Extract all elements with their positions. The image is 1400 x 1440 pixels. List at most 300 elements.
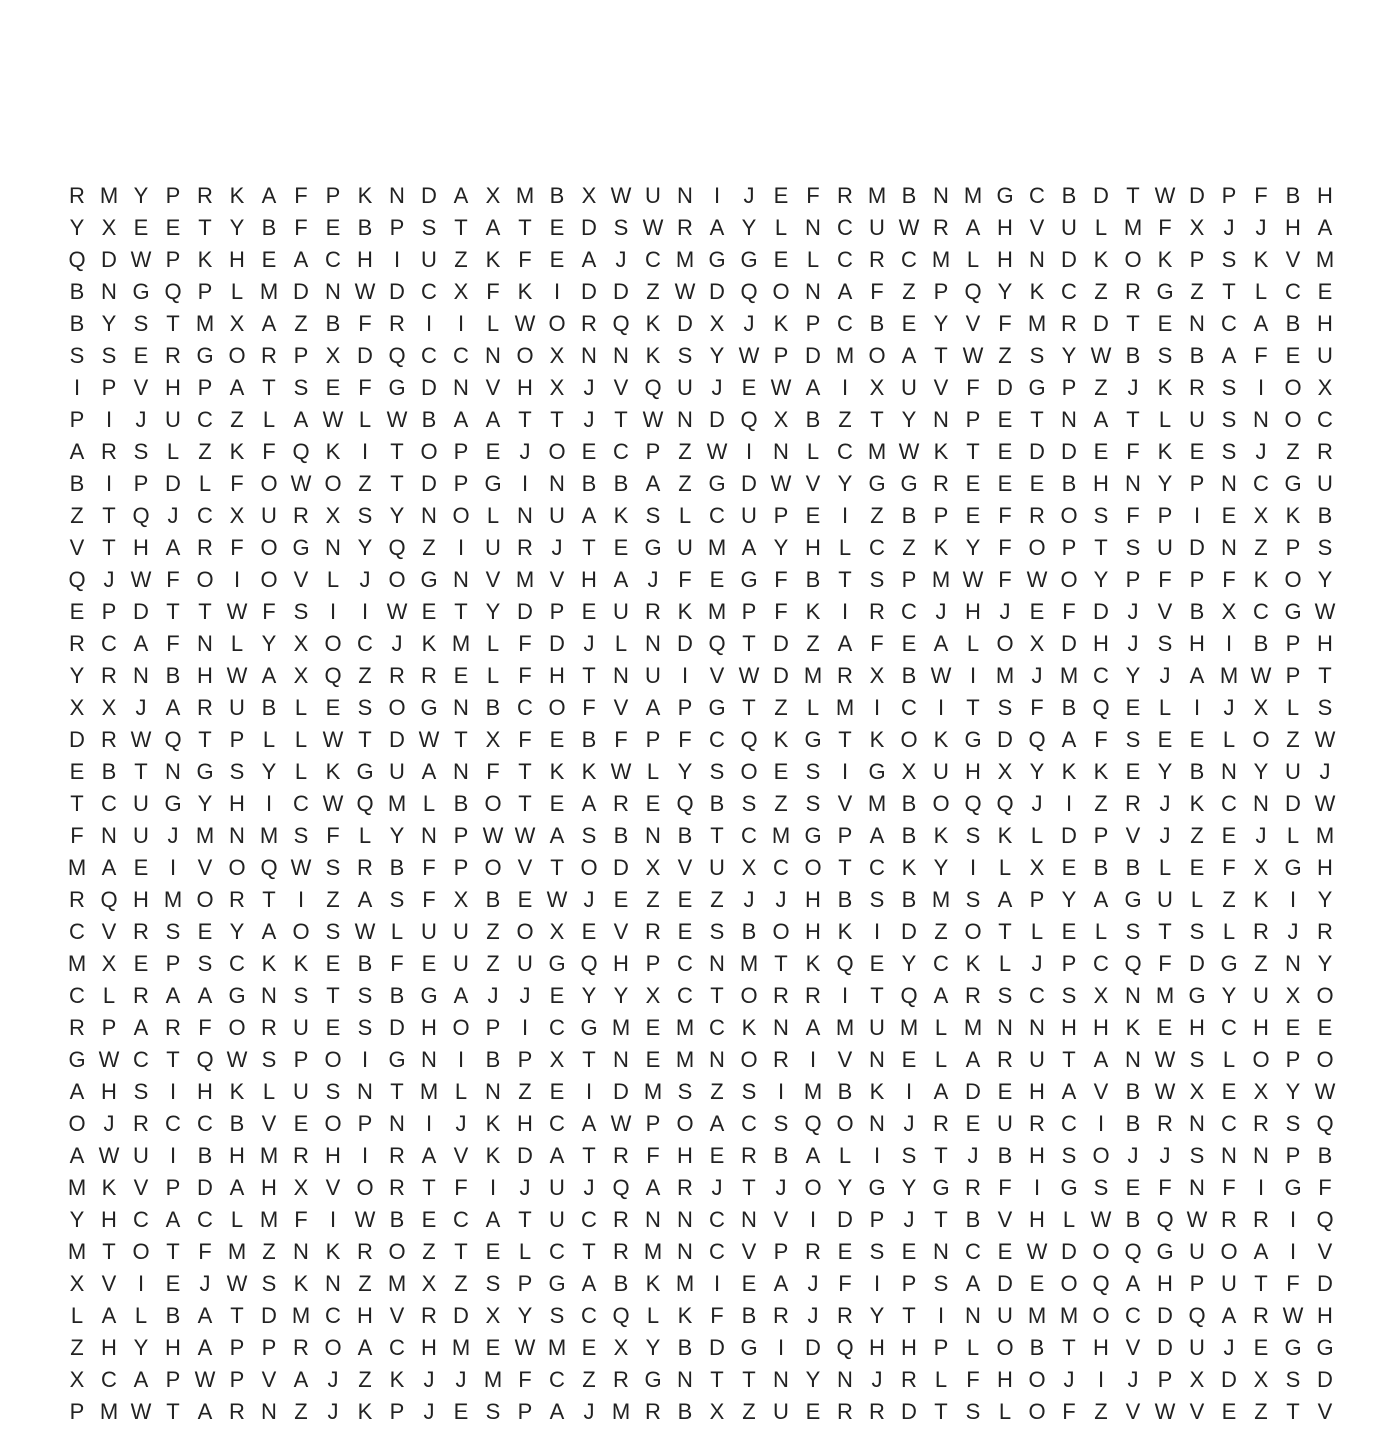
letter-cell[interactable]: F — [710, 1303, 724, 1328]
letter-cell[interactable]: N — [1221, 471, 1237, 496]
letter-cell[interactable]: A — [1189, 663, 1205, 688]
letter-cell[interactable]: D — [389, 279, 405, 304]
letter-cell[interactable]: J — [199, 1271, 211, 1296]
letter-cell[interactable]: U — [133, 823, 149, 848]
letter-cell[interactable]: D — [581, 279, 597, 304]
letter-cell[interactable]: S — [965, 1399, 981, 1424]
letter-cell[interactable]: F — [390, 951, 404, 976]
letter-cell[interactable]: A — [197, 1303, 213, 1328]
letter-cell[interactable]: D — [805, 1335, 821, 1360]
letter-cell[interactable]: E — [613, 535, 629, 560]
letter-cell[interactable]: X — [325, 503, 341, 528]
letter-cell[interactable]: J — [583, 1175, 595, 1200]
letter-cell[interactable]: W — [1026, 567, 1048, 592]
letter-cell[interactable]: C — [389, 1335, 405, 1360]
letter-cell[interactable]: Q — [836, 951, 854, 976]
letter-cell[interactable]: M — [867, 439, 887, 464]
letter-cell[interactable]: A — [1093, 1047, 1109, 1072]
letter-cell[interactable]: Z — [70, 1335, 84, 1360]
letter-cell[interactable]: K — [101, 1175, 117, 1200]
letter-cell[interactable]: J — [1031, 791, 1043, 816]
letter-cell[interactable]: J — [999, 599, 1011, 624]
letter-cell[interactable]: Y — [581, 983, 597, 1008]
letter-cell[interactable]: D — [709, 1335, 725, 1360]
letter-cell[interactable]: O — [804, 1175, 822, 1200]
letter-cell[interactable]: P — [1157, 503, 1173, 528]
letter-cell[interactable]: O — [1284, 407, 1302, 432]
letter-cell[interactable]: M — [611, 1015, 631, 1040]
letter-cell[interactable]: X — [1285, 983, 1301, 1008]
letter-cell[interactable]: B — [965, 1207, 981, 1232]
letter-cell[interactable]: I — [329, 599, 337, 624]
letter-cell[interactable]: D — [709, 407, 725, 432]
letter-cell[interactable]: V — [965, 311, 981, 336]
letter-cell[interactable]: E — [325, 951, 341, 976]
letter-cell[interactable]: X — [869, 375, 885, 400]
letter-cell[interactable]: N — [357, 1079, 373, 1104]
letter-cell[interactable]: A — [613, 567, 629, 592]
letter-cell[interactable]: W — [98, 1047, 120, 1072]
letter-cell[interactable]: Z — [1094, 791, 1108, 816]
letter-cell[interactable]: N — [933, 183, 949, 208]
letter-cell[interactable]: L — [262, 727, 276, 752]
letter-cell[interactable]: S — [709, 919, 725, 944]
letter-cell[interactable]: L — [486, 663, 500, 688]
letter-cell[interactable]: E — [485, 439, 501, 464]
letter-cell[interactable]: E — [549, 1079, 565, 1104]
letter-cell[interactable]: T — [838, 727, 852, 752]
letter-cell[interactable]: C — [741, 823, 757, 848]
letter-cell[interactable]: K — [1157, 375, 1173, 400]
letter-cell[interactable]: S — [805, 791, 821, 816]
letter-cell[interactable]: D — [997, 727, 1013, 752]
letter-cell[interactable]: P — [1221, 183, 1237, 208]
letter-cell[interactable]: M — [419, 1079, 439, 1104]
letter-cell[interactable]: O — [1028, 1367, 1046, 1392]
letter-cell[interactable]: P — [1285, 1143, 1301, 1168]
letter-cell[interactable]: E — [485, 1239, 501, 1264]
letter-cell[interactable]: C — [197, 407, 213, 432]
letter-cell[interactable]: R — [1253, 1111, 1269, 1136]
letter-cell[interactable]: R — [389, 1143, 405, 1168]
letter-cell[interactable]: N — [101, 823, 117, 848]
letter-cell[interactable]: J — [1255, 215, 1267, 240]
letter-cell[interactable]: Z — [1190, 823, 1204, 848]
letter-cell[interactable]: W — [226, 1047, 248, 1072]
letter-cell[interactable]: G — [868, 471, 886, 496]
letter-cell[interactable]: P — [165, 1175, 181, 1200]
letter-cell[interactable]: G — [932, 1175, 950, 1200]
letter-cell[interactable]: A — [101, 1303, 117, 1328]
letter-cell[interactable]: U — [645, 663, 661, 688]
letter-cell[interactable]: R — [613, 1239, 629, 1264]
letter-cell[interactable]: S — [293, 375, 309, 400]
letter-cell[interactable]: B — [69, 311, 85, 336]
letter-cell[interactable]: U — [293, 1015, 309, 1040]
letter-cell[interactable]: X — [1189, 1079, 1205, 1104]
letter-cell[interactable]: T — [422, 1175, 436, 1200]
letter-cell[interactable]: G — [292, 535, 310, 560]
letter-cell[interactable]: T — [1094, 535, 1108, 560]
letter-cell[interactable]: T — [518, 407, 532, 432]
letter-cell[interactable]: I — [777, 1079, 785, 1104]
letter-cell[interactable]: F — [422, 887, 436, 912]
letter-cell[interactable]: P — [453, 471, 469, 496]
letter-cell[interactable]: R — [1317, 439, 1333, 464]
letter-cell[interactable]: Q — [996, 791, 1014, 816]
letter-cell[interactable]: O — [324, 1335, 342, 1360]
letter-cell[interactable]: P — [453, 855, 469, 880]
letter-cell[interactable]: A — [421, 759, 437, 784]
letter-cell[interactable]: C — [677, 951, 693, 976]
letter-cell[interactable]: G — [644, 535, 662, 560]
letter-cell[interactable]: C — [1125, 1303, 1141, 1328]
letter-cell[interactable]: D — [741, 471, 757, 496]
letter-cell[interactable]: O — [324, 631, 342, 656]
letter-cell[interactable]: E — [805, 503, 821, 528]
letter-cell[interactable]: U — [997, 1303, 1013, 1328]
letter-cell[interactable]: G — [1124, 887, 1142, 912]
letter-cell[interactable]: L — [774, 215, 788, 240]
letter-cell[interactable]: E — [1221, 1079, 1237, 1104]
letter-cell[interactable]: M — [291, 1303, 311, 1328]
letter-cell[interactable]: M — [931, 567, 951, 592]
letter-cell[interactable]: Q — [676, 791, 694, 816]
letter-cell[interactable]: J — [583, 407, 595, 432]
letter-cell[interactable]: S — [997, 695, 1013, 720]
letter-cell[interactable]: C — [1061, 1111, 1077, 1136]
letter-cell[interactable]: P — [517, 1271, 533, 1296]
letter-cell[interactable]: Z — [1254, 535, 1268, 560]
letter-cell[interactable]: A — [1221, 343, 1237, 368]
letter-cell[interactable]: C — [1253, 471, 1269, 496]
letter-cell[interactable]: Z — [934, 919, 948, 944]
letter-cell[interactable]: H — [421, 1015, 437, 1040]
letter-cell[interactable]: J — [1127, 375, 1139, 400]
letter-cell[interactable]: A — [229, 1175, 245, 1200]
letter-cell[interactable]: C — [741, 1111, 757, 1136]
letter-cell[interactable]: F — [1222, 855, 1236, 880]
letter-cell[interactable]: K — [389, 1367, 405, 1392]
letter-cell[interactable]: R — [293, 1143, 309, 1168]
letter-cell[interactable]: Z — [454, 247, 468, 272]
letter-cell[interactable]: U — [485, 535, 501, 560]
letter-cell[interactable]: Z — [70, 503, 84, 528]
letter-cell[interactable]: L — [262, 407, 276, 432]
letter-cell[interactable]: B — [165, 663, 181, 688]
letter-cell[interactable]: T — [198, 727, 212, 752]
letter-cell[interactable]: M — [835, 343, 855, 368]
letter-cell[interactable]: D — [1061, 247, 1077, 272]
letter-cell[interactable]: N — [1221, 535, 1237, 560]
letter-cell[interactable]: E — [549, 247, 565, 272]
letter-cell[interactable]: W — [738, 663, 760, 688]
letter-cell[interactable]: P — [517, 1047, 533, 1072]
letter-cell[interactable]: E — [1061, 919, 1077, 944]
letter-cell[interactable]: C — [453, 343, 469, 368]
letter-cell[interactable]: Z — [646, 887, 660, 912]
letter-cell[interactable]: S — [133, 439, 149, 464]
letter-cell[interactable]: H — [1253, 1015, 1269, 1040]
letter-cell[interactable]: L — [1062, 1207, 1076, 1232]
letter-cell[interactable]: O — [324, 1047, 342, 1072]
letter-cell[interactable]: H — [1285, 215, 1301, 240]
letter-cell[interactable]: O — [1252, 727, 1270, 752]
letter-cell[interactable]: A — [1221, 1303, 1237, 1328]
letter-cell[interactable]: A — [229, 375, 245, 400]
letter-cell[interactable]: B — [677, 1335, 693, 1360]
letter-cell[interactable]: D — [965, 1079, 981, 1104]
letter-cell[interactable]: E — [997, 471, 1013, 496]
letter-cell[interactable]: K — [293, 1271, 309, 1296]
letter-cell[interactable]: W — [962, 567, 984, 592]
letter-cell[interactable]: W — [642, 407, 664, 432]
letter-cell[interactable]: Z — [582, 1367, 596, 1392]
letter-cell[interactable]: J — [743, 311, 755, 336]
letter-cell[interactable]: M — [803, 663, 823, 688]
letter-cell[interactable]: U — [133, 1143, 149, 1168]
letter-cell[interactable]: E — [869, 951, 885, 976]
letter-cell[interactable]: Z — [262, 1239, 276, 1264]
letter-cell[interactable]: L — [1190, 887, 1204, 912]
letter-cell[interactable]: E — [165, 215, 181, 240]
letter-cell[interactable]: D — [901, 1399, 917, 1424]
letter-cell[interactable]: N — [325, 1271, 341, 1296]
letter-cell[interactable]: B — [741, 919, 757, 944]
letter-cell[interactable]: S — [1221, 247, 1237, 272]
letter-cell[interactable]: C — [357, 631, 373, 656]
letter-cell[interactable]: O — [228, 855, 246, 880]
letter-cell[interactable]: B — [1093, 855, 1109, 880]
letter-cell[interactable]: V — [1317, 1239, 1333, 1264]
letter-cell[interactable]: I — [873, 1143, 881, 1168]
letter-cell[interactable]: I — [937, 1303, 945, 1328]
letter-cell[interactable]: N — [709, 951, 725, 976]
letter-cell[interactable]: W — [290, 855, 312, 880]
letter-cell[interactable]: Y — [965, 535, 981, 560]
letter-cell[interactable]: T — [966, 695, 980, 720]
letter-cell[interactable]: U — [869, 1015, 885, 1040]
letter-cell[interactable]: R — [773, 983, 789, 1008]
letter-cell[interactable]: A — [357, 1335, 373, 1360]
letter-cell[interactable]: P — [389, 215, 405, 240]
letter-cell[interactable]: T — [102, 535, 116, 560]
letter-cell[interactable]: M — [1027, 1303, 1047, 1328]
letter-cell[interactable]: S — [901, 1143, 917, 1168]
letter-cell[interactable]: A — [1093, 407, 1109, 432]
letter-cell[interactable]: S — [1061, 983, 1077, 1008]
letter-cell[interactable]: O — [548, 311, 566, 336]
letter-cell[interactable]: N — [1221, 759, 1237, 784]
letter-cell[interactable]: V — [485, 567, 501, 592]
letter-cell[interactable]: X — [581, 183, 597, 208]
letter-cell[interactable]: C — [837, 215, 853, 240]
letter-cell[interactable]: R — [581, 311, 597, 336]
letter-cell[interactable]: T — [582, 663, 596, 688]
letter-cell[interactable]: S — [677, 1079, 693, 1104]
letter-cell[interactable]: N — [581, 343, 597, 368]
letter-cell[interactable]: Q — [740, 407, 758, 432]
letter-cell[interactable]: X — [1317, 375, 1333, 400]
letter-cell[interactable]: F — [678, 727, 692, 752]
letter-cell[interactable]: R — [389, 311, 405, 336]
letter-cell[interactable]: I — [457, 1047, 465, 1072]
letter-cell[interactable]: E — [1157, 1015, 1173, 1040]
letter-cell[interactable]: I — [521, 471, 529, 496]
letter-cell[interactable]: B — [837, 1079, 853, 1104]
letter-cell[interactable]: C — [677, 983, 693, 1008]
letter-cell[interactable]: N — [101, 279, 117, 304]
letter-cell[interactable]: F — [70, 823, 84, 848]
letter-cell[interactable]: C — [965, 1239, 981, 1264]
letter-cell[interactable]: X — [549, 1047, 565, 1072]
letter-cell[interactable]: V — [1157, 599, 1173, 624]
letter-cell[interactable]: O — [324, 471, 342, 496]
letter-cell[interactable]: F — [326, 823, 340, 848]
letter-cell[interactable]: T — [710, 983, 724, 1008]
letter-cell[interactable]: Y — [1285, 1079, 1301, 1104]
letter-cell[interactable]: R — [1125, 279, 1141, 304]
letter-cell[interactable]: H — [613, 951, 629, 976]
letter-cell[interactable]: S — [1285, 1367, 1301, 1392]
letter-cell[interactable]: X — [1253, 695, 1269, 720]
letter-cell[interactable]: L — [934, 1015, 948, 1040]
letter-cell[interactable]: A — [805, 1143, 821, 1168]
letter-cell[interactable]: V — [1093, 1079, 1109, 1104]
letter-cell[interactable]: E — [997, 1079, 1013, 1104]
letter-cell[interactable]: B — [677, 823, 693, 848]
letter-cell[interactable]: A — [645, 471, 661, 496]
letter-cell[interactable]: Y — [261, 759, 277, 784]
letter-cell[interactable]: B — [1253, 631, 1269, 656]
letter-cell[interactable]: J — [743, 887, 755, 912]
letter-cell[interactable]: O — [1092, 1303, 1110, 1328]
letter-cell[interactable]: S — [1221, 407, 1237, 432]
letter-cell[interactable]: S — [1157, 631, 1173, 656]
letter-cell[interactable]: J — [775, 1175, 787, 1200]
letter-cell[interactable]: J — [455, 1111, 467, 1136]
letter-cell[interactable]: H — [1093, 1015, 1109, 1040]
letter-cell[interactable]: E — [965, 1111, 981, 1136]
letter-cell[interactable]: I — [361, 599, 369, 624]
letter-cell[interactable]: N — [933, 407, 949, 432]
letter-cell[interactable]: D — [709, 279, 725, 304]
letter-cell[interactable]: P — [1189, 567, 1205, 592]
letter-cell[interactable]: J — [903, 1207, 915, 1232]
letter-cell[interactable]: O — [388, 1239, 406, 1264]
letter-cell[interactable]: I — [713, 1271, 721, 1296]
letter-cell[interactable]: D — [389, 1015, 405, 1040]
letter-cell[interactable]: P — [773, 343, 789, 368]
letter-cell[interactable]: Q — [836, 1335, 854, 1360]
letter-cell[interactable]: P — [517, 1399, 533, 1424]
letter-cell[interactable]: Q — [708, 631, 726, 656]
letter-cell[interactable]: H — [165, 375, 181, 400]
letter-cell[interactable]: N — [869, 1111, 885, 1136]
letter-cell[interactable]: X — [485, 183, 501, 208]
letter-cell[interactable]: W — [1090, 343, 1112, 368]
letter-cell[interactable]: P — [773, 1239, 789, 1264]
letter-cell[interactable]: E — [1093, 439, 1109, 464]
letter-cell[interactable]: F — [998, 503, 1012, 528]
letter-cell[interactable]: B — [197, 1143, 213, 1168]
letter-cell[interactable]: X — [325, 343, 341, 368]
letter-cell[interactable]: F — [998, 1175, 1012, 1200]
letter-cell[interactable]: M — [67, 1239, 87, 1264]
letter-cell[interactable]: R — [229, 887, 245, 912]
letter-cell[interactable]: C — [613, 439, 629, 464]
letter-cell[interactable]: P — [901, 1271, 917, 1296]
letter-cell[interactable]: Z — [902, 279, 916, 304]
letter-cell[interactable]: P — [1029, 887, 1045, 912]
letter-cell[interactable]: Y — [869, 1303, 885, 1328]
letter-cell[interactable]: O — [868, 343, 886, 368]
letter-cell[interactable]: T — [358, 727, 372, 752]
letter-cell[interactable]: A — [549, 1143, 565, 1168]
letter-cell[interactable]: Y — [1061, 887, 1077, 912]
letter-cell[interactable]: N — [1029, 247, 1045, 272]
letter-cell[interactable]: F — [582, 695, 596, 720]
letter-cell[interactable]: I — [169, 855, 177, 880]
letter-cell[interactable]: L — [390, 919, 404, 944]
letter-cell[interactable]: W — [1314, 599, 1336, 624]
letter-cell[interactable]: G — [388, 375, 406, 400]
letter-cell[interactable]: Q — [1124, 1239, 1142, 1264]
letter-cell[interactable]: S — [965, 823, 981, 848]
letter-cell[interactable]: M — [227, 1239, 247, 1264]
letter-cell[interactable]: M — [1155, 983, 1175, 1008]
letter-cell[interactable]: N — [325, 535, 341, 560]
letter-cell[interactable]: J — [1127, 599, 1139, 624]
letter-cell[interactable]: G — [708, 471, 726, 496]
letter-cell[interactable]: G — [132, 279, 150, 304]
letter-cell[interactable]: Y — [933, 311, 949, 336]
letter-cell[interactable]: E — [261, 247, 277, 272]
letter-cell[interactable]: N — [389, 1111, 405, 1136]
letter-cell[interactable]: B — [1125, 1111, 1141, 1136]
letter-cell[interactable]: Z — [326, 887, 340, 912]
letter-cell[interactable]: J — [647, 567, 659, 592]
letter-cell[interactable]: S — [965, 887, 981, 912]
letter-cell[interactable]: R — [869, 247, 885, 272]
letter-cell[interactable]: K — [869, 1079, 885, 1104]
letter-cell[interactable]: R — [165, 1015, 181, 1040]
letter-cell[interactable]: O — [260, 567, 278, 592]
letter-cell[interactable]: I — [361, 439, 369, 464]
letter-cell[interactable]: K — [997, 823, 1013, 848]
letter-cell[interactable]: W — [1314, 1079, 1336, 1104]
letter-cell[interactable]: M — [1059, 1303, 1079, 1328]
letter-cell[interactable]: B — [869, 311, 885, 336]
letter-cell[interactable]: I — [873, 919, 881, 944]
letter-cell[interactable]: E — [325, 695, 341, 720]
letter-cell[interactable]: B — [677, 1399, 693, 1424]
letter-cell[interactable]: R — [293, 1335, 309, 1360]
letter-cell[interactable]: I — [841, 599, 849, 624]
letter-cell[interactable]: U — [709, 855, 725, 880]
letter-cell[interactable]: D — [997, 1271, 1013, 1296]
letter-cell[interactable]: I — [1033, 1175, 1041, 1200]
letter-cell[interactable]: M — [995, 663, 1015, 688]
letter-cell[interactable]: L — [486, 503, 500, 528]
letter-cell[interactable]: T — [1158, 919, 1172, 944]
letter-cell[interactable]: W — [1314, 791, 1336, 816]
letter-cell[interactable]: Y — [1253, 759, 1269, 784]
letter-cell[interactable]: F — [1158, 215, 1172, 240]
letter-cell[interactable]: F — [1158, 951, 1172, 976]
letter-cell[interactable]: C — [69, 983, 85, 1008]
letter-cell[interactable]: I — [809, 1207, 817, 1232]
